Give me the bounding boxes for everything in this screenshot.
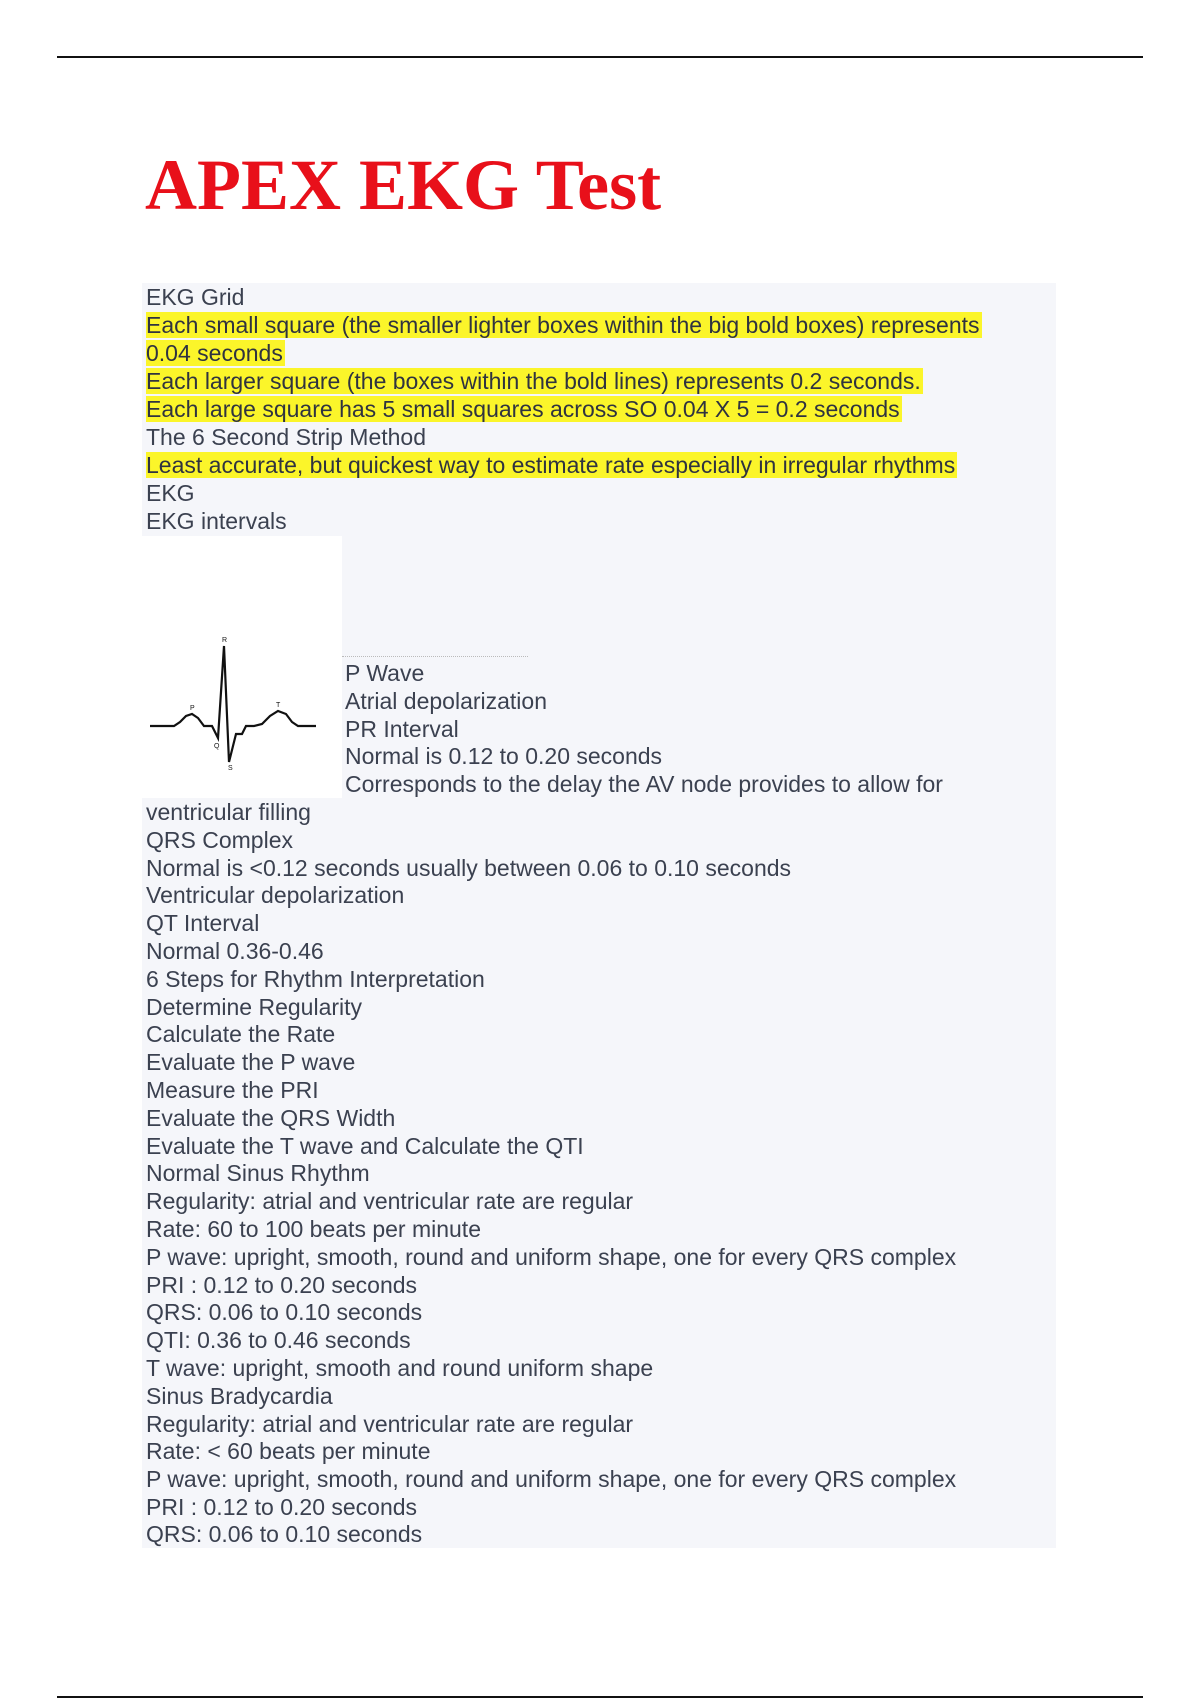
text-line: Evaluate the QRS Width: [146, 1105, 396, 1131]
text-line: ventricular filling: [146, 799, 311, 825]
text-line: [146, 395, 902, 423]
text-line: PRI : 0.12 to 0.20 seconds: [146, 1494, 418, 1520]
text-line: Normal is <0.12 seconds usually between 0.06 to 0.10 seconds: [146, 855, 792, 881]
text-line: Atrial depolarization: [345, 688, 548, 714]
divider: [342, 656, 528, 658]
text-line: QTI: 0.36 to 0.46 seconds: [146, 1327, 411, 1353]
text-line: Measure the PRI: [146, 1077, 319, 1103]
highlighted-text: Least accurate, but quickest way to estimate rate especially in irregular rhythms: [146, 452, 956, 478]
text-line: P wave: upright, smooth, round and uniform shape, one for every QRS complex: [146, 1466, 957, 1492]
text-line: Evaluate the P wave: [146, 1049, 356, 1075]
text-line: EKG: [146, 480, 195, 506]
text-line: QRS: 0.06 to 0.10 seconds: [146, 1521, 423, 1547]
text-line: Corresponds to the delay the AV node provides to allow for: [345, 771, 943, 797]
text-line: Normal is 0.12 to 0.20 seconds: [345, 743, 663, 769]
document-body: [142, 283, 1056, 1548]
s-label: S: [228, 765, 233, 772]
footer-rule: [57, 1696, 1143, 1698]
p-label: P: [190, 705, 195, 712]
text-line: Normal 0.36-0.46: [146, 938, 324, 964]
text-line: The 6 Second Strip Method: [146, 424, 426, 450]
text-line: Regularity: atrial and ventricular rate are regular: [146, 1411, 634, 1437]
t-label: T: [276, 702, 281, 709]
text-line: EKG intervals: [146, 508, 287, 534]
text-line: PR Interval: [345, 716, 459, 742]
highlighted-text: 0.04 seconds: [146, 340, 283, 366]
text-line: Sinus Bradycardia: [146, 1383, 333, 1409]
text-line: [146, 339, 285, 367]
header-rule: [57, 56, 1143, 58]
text-line: Normal Sinus Rhythm: [146, 1160, 370, 1186]
highlighted-text: Each large square has 5 small squares across SO 0.04 X 5 = 0.2 seconds: [146, 396, 900, 422]
text-line: [146, 311, 982, 339]
text-line: Regularity: atrial and ventricular rate are regular: [146, 1188, 634, 1214]
text-line: 6 Steps for Rhythm Interpretation: [146, 966, 485, 992]
text-line: [146, 451, 957, 479]
text-line: QRS: 0.06 to 0.10 seconds: [146, 1299, 423, 1325]
text-line: EKG Grid: [146, 284, 245, 310]
q-label: Q: [214, 743, 220, 750]
r-label: R: [222, 637, 228, 644]
text-line: Rate: 60 to 100 beats per minute: [146, 1216, 481, 1242]
text-line: P Wave: [345, 660, 425, 686]
highlighted-text: Each larger square (the boxes within the bold lines) represents 0.2 seconds.: [146, 368, 921, 394]
text-line: Determine Regularity: [146, 994, 363, 1020]
text-line: Ventricular depolarization: [146, 882, 405, 908]
text-line: QT Interval: [146, 910, 260, 936]
text-line: PRI : 0.12 to 0.20 seconds: [146, 1272, 418, 1298]
highlighted-text: Each small square (the smaller lighter boxes within the big bold boxes) represents: [146, 312, 980, 338]
ekg-waveform-icon: [142, 536, 342, 798]
text-line: [146, 367, 923, 395]
text-line: Rate: < 60 beats per minute: [146, 1438, 431, 1464]
text-line: QRS Complex: [146, 827, 293, 853]
ekg-waveform-figure: [142, 536, 342, 798]
document-title: APEX EKG Test: [145, 145, 662, 225]
text-line: Calculate the Rate: [146, 1021, 336, 1047]
text-line: T wave: upright, smooth and round uniform shape: [146, 1355, 654, 1381]
text-line: Evaluate the T wave and Calculate the QTI: [146, 1133, 584, 1159]
text-line: P wave: upright, smooth, round and uniform shape, one for every QRS complex: [146, 1244, 957, 1270]
